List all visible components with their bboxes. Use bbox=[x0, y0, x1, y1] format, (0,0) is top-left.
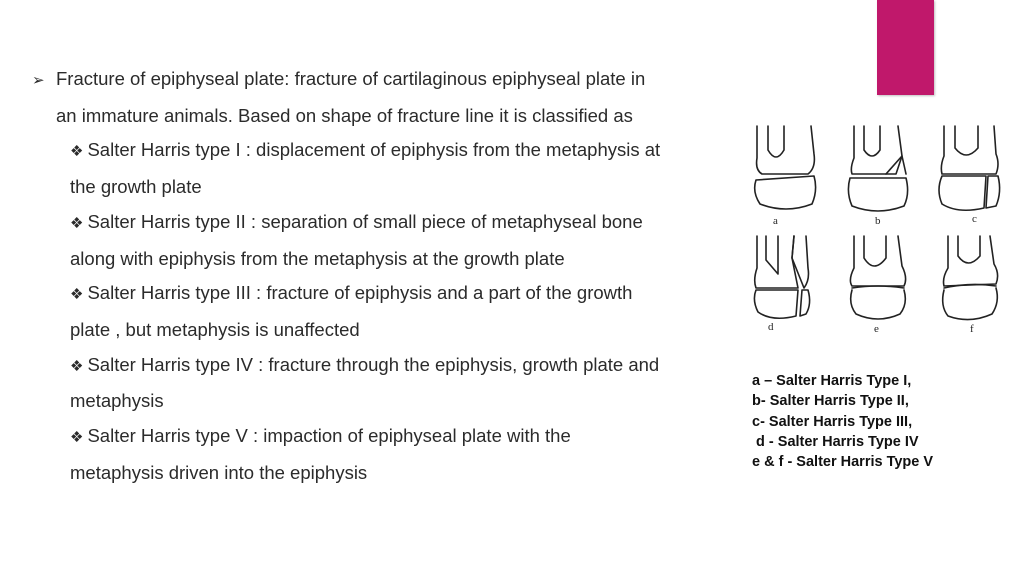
type-2-text: Salter Harris type II : separation of small piece of metaphyseal bone bbox=[87, 210, 643, 232]
figure-label-e: e bbox=[874, 323, 879, 335]
diamond-bullet-icon: ❖ bbox=[70, 429, 84, 447]
type-3-text: Salter Harris type III : fracture of epiphysis and a part of the growth bbox=[87, 282, 633, 304]
slide-content bbox=[32, 62, 752, 490]
main-bullet-line-2: an immature animals. Based on shape of fracture line it is classified as bbox=[56, 104, 633, 126]
bone-diagram-f bbox=[943, 236, 998, 335]
bone-diagram-a bbox=[755, 126, 816, 227]
caption-line-c: c- Salter Harris Type III, bbox=[752, 413, 913, 430]
figure-label-c: c bbox=[972, 213, 977, 225]
arrow-bullet-icon: ➢ bbox=[32, 72, 45, 89]
type-4-text: Salter Harris type IV : fracture through the epiphysis, growth plate and bbox=[87, 353, 660, 375]
figure-label-d: d bbox=[768, 321, 774, 333]
figure-label-b: b bbox=[875, 215, 881, 227]
diamond-bullet-icon: ❖ bbox=[70, 143, 84, 161]
figure-label-f: f bbox=[970, 323, 974, 335]
type-1-line-2: the growth plate bbox=[70, 176, 202, 198]
main-bullet-line-1 bbox=[32, 62, 752, 99]
type-2-line-1 bbox=[32, 205, 752, 242]
type-1-text: Salter Harris type I : displacement of epiphysis from the metaphysis at bbox=[87, 139, 661, 161]
diamond-bullet-icon: ❖ bbox=[70, 357, 84, 375]
main-bullet-text-1: Fracture of epiphyseal plate: fracture of cartilaginous epiphyseal plate in bbox=[56, 68, 646, 89]
bone-diagram-e bbox=[850, 236, 905, 335]
figure-label-a: a bbox=[773, 215, 778, 227]
caption-line-a: a – Salter Harris Type I, bbox=[752, 373, 912, 389]
type-3-line-2: plate , but metaphysis is unaffected bbox=[70, 318, 360, 340]
type-1-line-1 bbox=[32, 133, 752, 170]
salter-harris-figure bbox=[748, 118, 1008, 344]
bone-diagram-b bbox=[848, 126, 907, 227]
bone-diagram-d bbox=[754, 236, 809, 333]
diamond-bullet-icon: ❖ bbox=[70, 286, 84, 304]
diamond-bullet-icon: ❖ bbox=[70, 214, 84, 232]
type-4-line-2: metaphysis bbox=[70, 390, 164, 412]
caption-line-ef: e & f - Salter Harris Type V bbox=[752, 454, 934, 471]
type-5-line-2: metaphysis driven into the epiphysis bbox=[70, 461, 368, 483]
figure-caption bbox=[752, 371, 1012, 472]
caption-line-d: d - Salter Harris Type IV bbox=[752, 433, 919, 450]
type-3-line-1 bbox=[32, 276, 752, 313]
bone-diagram-c bbox=[939, 126, 1000, 225]
type-5-line-1 bbox=[32, 419, 752, 456]
type-4-line-1 bbox=[32, 348, 752, 385]
caption-line-b: b- Salter Harris Type II, bbox=[752, 393, 909, 410]
accent-bar bbox=[877, 0, 934, 95]
type-2-line-2: along with epiphysis from the metaphysis at the growth plate bbox=[70, 247, 565, 269]
type-5-text: Salter Harris type V : impaction of epiphyseal plate with the bbox=[87, 425, 571, 447]
